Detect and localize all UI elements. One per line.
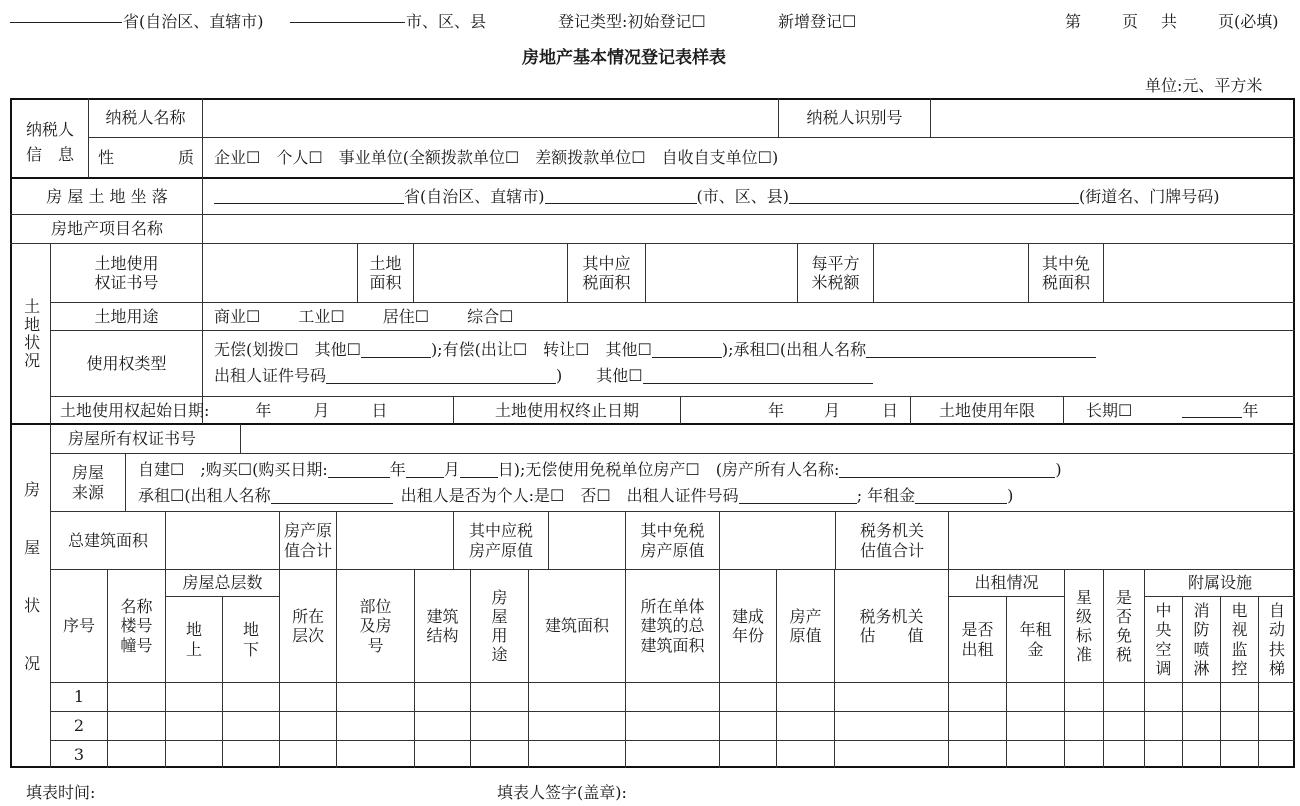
land-use-options[interactable]	[214, 303, 513, 330]
house-cert-field[interactable]	[241, 425, 1293, 453]
col-structure: 建筑结构	[426, 606, 459, 645]
col-bldg-total-area: 所在单体建筑的总建筑面积	[640, 597, 705, 655]
page-title: 房地产基本情况登记表样表	[522, 48, 726, 68]
province-suffix: 省(自治区、直辖市)	[123, 12, 264, 31]
total-area-field[interactable]	[166, 512, 279, 569]
right-type-line2[interactable]: 出租人证件号码 ) 其他☐	[214, 364, 873, 388]
tax-assessed-total-field[interactable]	[949, 512, 1293, 569]
exempt-area-label: 其中免税面积	[1041, 253, 1090, 292]
land-use-residential[interactable]: 居住☐	[382, 306, 430, 326]
right-type-label: 使用权类型	[86, 353, 167, 373]
exempt-orig-value-field[interactable]	[720, 512, 835, 569]
nature-label: 性 质	[98, 147, 194, 167]
col-cctv: 电视监控	[1231, 601, 1248, 678]
land-area-label: 土地面积	[369, 253, 402, 292]
reg-type-new[interactable]: 新增登记☐	[778, 12, 857, 31]
land-use-commercial[interactable]: 商业☐	[214, 306, 261, 326]
land-cert-field[interactable]	[203, 244, 357, 302]
col-rental: 出租情况	[974, 573, 1039, 593]
taxpayer-id-label: 纳税人识别号	[806, 108, 903, 128]
land-term-label: 土地使用年限	[938, 400, 1035, 420]
taxable-area-field[interactable]	[646, 244, 797, 302]
col-usage: 房屋用途	[491, 587, 508, 665]
exempt-orig-value-label: 其中免税房产原值	[640, 521, 705, 560]
taxable-orig-value-label: 其中应税房产原值	[468, 521, 533, 560]
house-source-line2[interactable]: 承租☐(出租人名称 出租人是否为个人:是☐ 否☐ 出租人证件号码 ; 年租金 )	[138, 486, 1014, 506]
taxpayer-section-label: 纳税人 信 息	[25, 119, 74, 164]
col-is-rented: 是否出租	[961, 620, 994, 659]
col-floor-at: 所在层次	[291, 606, 324, 645]
land-term-field[interactable]: 长期☐ 年	[1086, 400, 1259, 420]
col-tax-assessed: 税务机关估 值	[859, 606, 924, 645]
land-end-date-label: 土地使用权终止日期	[494, 400, 639, 420]
land-use-mixed[interactable]: 综合☐	[467, 306, 514, 326]
col-orig-value: 房产原值	[789, 606, 822, 645]
location-field[interactable]: 省(自治区、直辖市) (市、区、县) (街道名、门牌号码)	[214, 179, 1220, 214]
land-end-date-field[interactable]: 年 月 日	[767, 400, 898, 420]
table-row[interactable]	[108, 712, 1293, 740]
table-row-seq: 3	[73, 744, 85, 764]
orig-value-total-field[interactable]	[337, 512, 453, 569]
land-use-industrial[interactable]: 工业☐	[298, 306, 345, 326]
col-floors-total: 房屋总层数	[182, 573, 263, 593]
reg-type-initial[interactable]: 登记类型:初始登记☐	[558, 12, 706, 31]
col-annual-rent: 年租金	[1019, 620, 1052, 659]
exempt-area-field[interactable]	[1104, 244, 1293, 302]
taxable-orig-value-field[interactable]	[549, 512, 625, 569]
total-area-label: 总建筑面积	[67, 530, 148, 550]
taxable-area-label: 其中应税面积	[582, 253, 631, 292]
col-floors-below: 地下	[242, 620, 259, 659]
right-type-line1[interactable]: 无偿(划拨☐ 其他☐ );有偿(出让☐ 转让☐ 其他☐ );承租☐(出租人名称	[214, 338, 1096, 362]
col-exempt: 是否免税	[1115, 587, 1132, 665]
table-row[interactable]	[108, 741, 1293, 768]
page-label-ye: 页	[1122, 12, 1139, 31]
col-sprinkler: 消防喷淋	[1193, 601, 1210, 678]
page-label-di: 第	[1065, 12, 1082, 31]
taxpayer-id-field[interactable]	[931, 99, 1293, 137]
location-label: 房 屋 土 地 坐 落	[46, 186, 168, 206]
city-line[interactable]	[290, 22, 405, 23]
house-source-label: 房屋 来源	[71, 463, 104, 502]
col-star: 星级标准	[1075, 587, 1092, 665]
col-floors-above: 地上	[185, 620, 202, 659]
land-cert-label: 土地使用权证书号	[94, 253, 159, 292]
col-ac: 中央空调	[1155, 601, 1172, 678]
tax-per-sqm-label: 每平方米税额	[811, 253, 860, 292]
signature-label: 填表人签字(盖章):	[497, 783, 627, 802]
col-escalator: 自动扶梯	[1268, 601, 1285, 678]
province-line[interactable]	[10, 22, 122, 23]
table-row[interactable]	[108, 683, 1293, 711]
col-part-room: 部位及房号	[359, 597, 392, 655]
house-section-label: 房屋状况	[21, 480, 41, 713]
project-name-label: 房地产项目名称	[50, 219, 163, 239]
taxpayer-name-label: 纳税人名称	[105, 108, 186, 128]
table-row-seq: 1	[73, 687, 85, 707]
nature-options[interactable]: 企业☐ 个人☐ 事业单位(全额拨款单位☐ 差额拨款单位☐ 自收自支单位☐)	[214, 147, 779, 167]
tax-per-sqm-field[interactable]	[874, 244, 1028, 302]
land-section-label: 土地状况	[21, 297, 41, 370]
col-facilities: 附属设施	[1187, 573, 1252, 593]
table-row-seq: 2	[73, 716, 85, 736]
taxpayer-name-field[interactable]	[203, 99, 778, 137]
col-area: 建筑面积	[544, 616, 609, 636]
orig-value-total-label: 房产原值合计	[283, 521, 332, 560]
land-area-field[interactable]	[414, 244, 567, 302]
house-source-line1[interactable]: 自建☐ ;购买☐(购买日期: 年 月 日);无偿使用免税单位房产☐ (房产所有人名称: )	[138, 460, 1062, 480]
col-seq: 序号	[62, 616, 95, 636]
project-name-field[interactable]	[203, 215, 1293, 243]
col-built-year: 建成年份	[731, 606, 764, 645]
land-start-date[interactable]: 土地使用权起始日期: 年 月 日	[60, 400, 388, 420]
tax-assessed-total-label: 税务机关估值合计	[859, 521, 924, 560]
page-label-total: 页(必填)	[1218, 12, 1279, 31]
col-name: 名称楼号幢号	[120, 597, 153, 655]
fill-time-label: 填表时间:	[26, 783, 96, 802]
unit-label: 单位:元、平方米	[1145, 76, 1263, 95]
house-cert-label: 房屋所有权证书号	[68, 429, 197, 449]
page-label-gong: 共	[1161, 12, 1178, 31]
city-suffix: 市、区、县	[406, 12, 487, 31]
land-use-label: 土地用途	[94, 306, 159, 326]
